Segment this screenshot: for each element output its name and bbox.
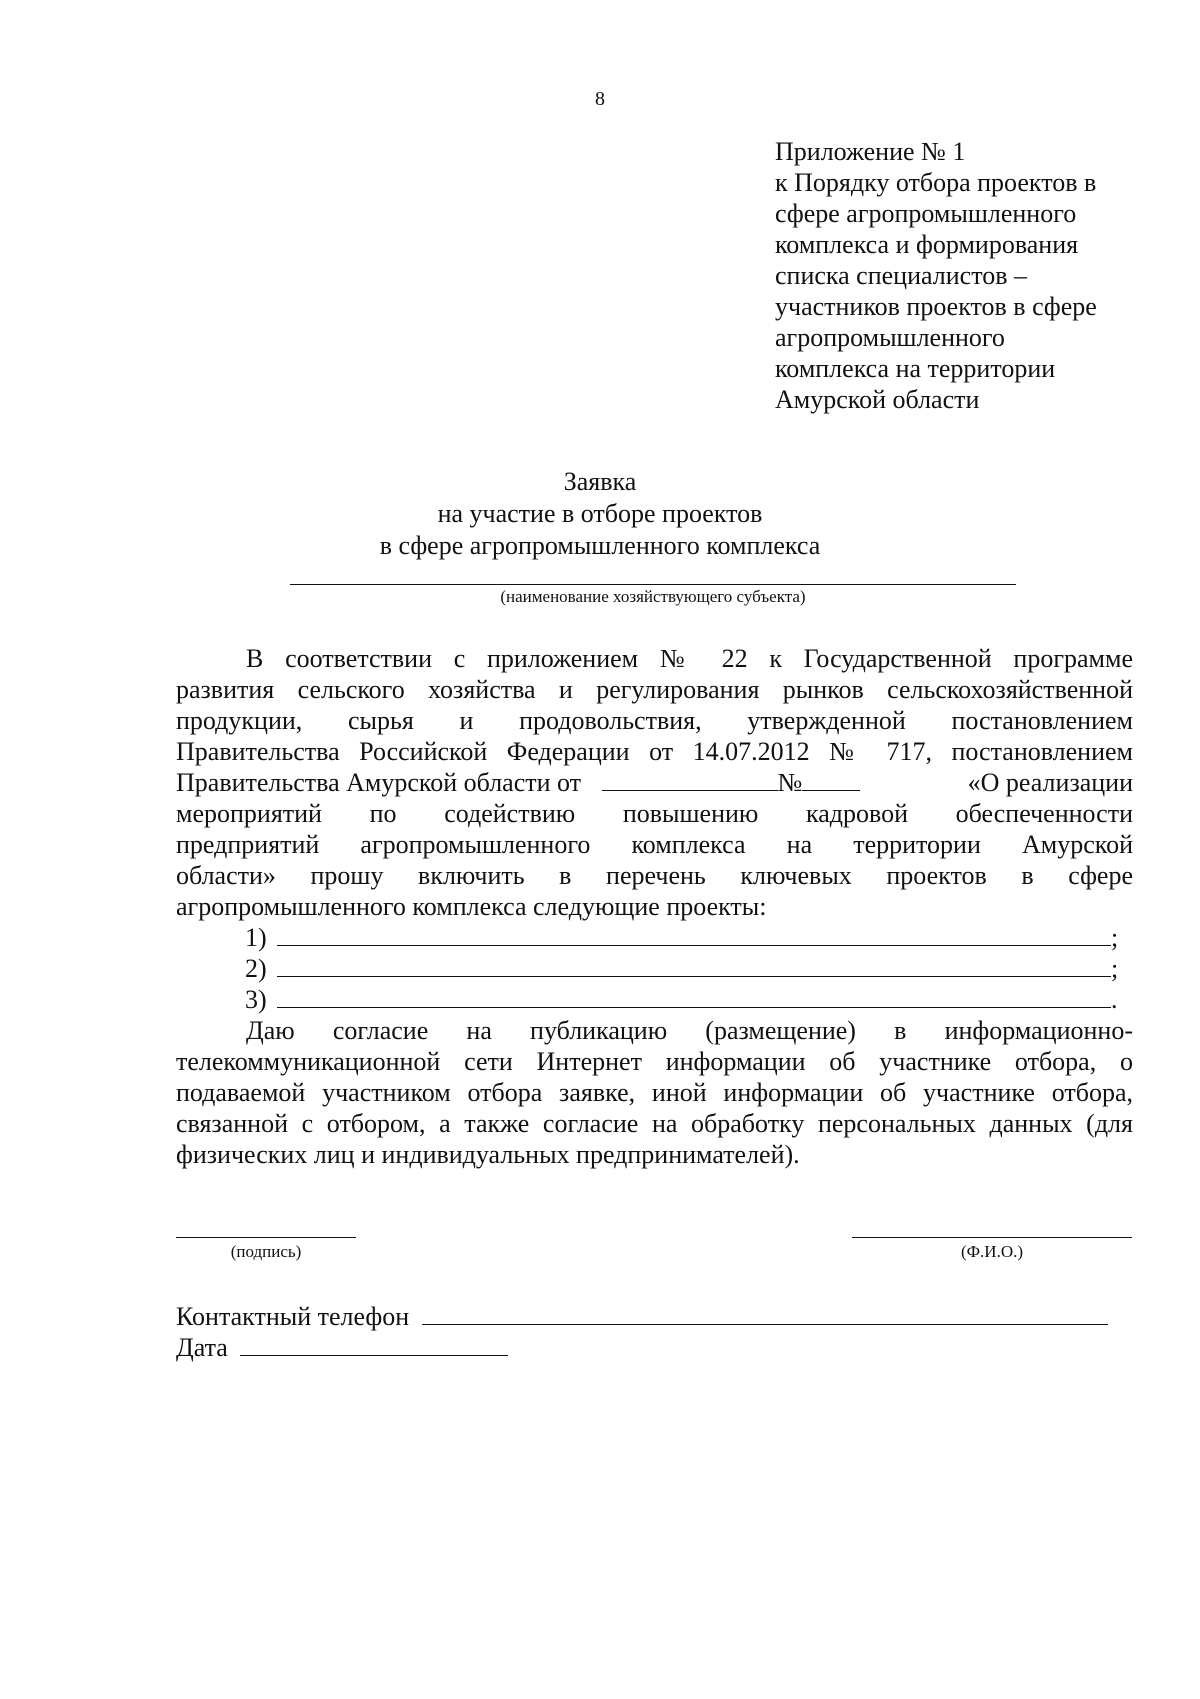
number-sign: №: [777, 768, 803, 797]
paragraph-1-line: [176, 767, 1133, 798]
appendix-line: Приложение № 1: [775, 137, 966, 166]
project-item: 1) ;: [245, 923, 1119, 952]
appendix-line: комплекса на территории: [775, 354, 1056, 383]
paragraph-2-line: Даю согласие на публикацию (размещение) в информационно-: [246, 1016, 1133, 1045]
paragraph-1-text: Правительства Амурской области от: [176, 768, 582, 797]
phone-field[interactable]: [422, 1302, 1108, 1325]
paragraph-2-line: физических лиц и индивидуальных предпринимателей).: [176, 1140, 800, 1169]
appendix-header: [775, 136, 1175, 415]
paragraph-2-line: подаваемой участником отбора заявке, иной информации об участнике отбора,: [176, 1078, 1133, 1107]
appendix-line: агропромышленного: [775, 323, 1005, 352]
project-item: 2) ;: [245, 954, 1119, 983]
appendix-line: к Порядку отбора проектов в: [775, 168, 1097, 197]
date-row: [176, 1332, 508, 1363]
paragraph-1-line: продукции, сырья и продовольствия, утвержденной постановлением: [176, 706, 1133, 735]
paragraph-1-line: Правительства Российской Федерации от 14.07.2012 № 717, постановлением: [176, 737, 1133, 766]
full-name-caption: (Ф.И.О.): [960, 1242, 1024, 1261]
appendix-line: комплекса и формирования: [775, 230, 1079, 259]
date-field[interactable]: [240, 1333, 508, 1356]
paragraph-2-line: связанной с отбором, а также согласие на обработку персональных данных (для: [176, 1109, 1133, 1138]
document-title: [0, 466, 1200, 562]
project-field[interactable]: [277, 954, 1111, 977]
paragraph-2-line: телекоммуникационной сети Интернет информации об участнике отбора, о: [176, 1047, 1133, 1076]
paragraph-1-line: области» прошу включить в перечень ключевых проектов в сфере: [176, 861, 1133, 890]
signature-caption: (подпись): [230, 1242, 302, 1261]
paragraph-1-line: мероприятий по содействию повышению кадровой обеспеченности: [176, 799, 1133, 828]
project-field[interactable]: [277, 985, 1111, 1008]
full-name-field[interactable]: [852, 1237, 1132, 1238]
signature-field[interactable]: [176, 1237, 356, 1238]
paragraph-1-text: «О реализации: [967, 768, 1133, 797]
entity-name-field[interactable]: [290, 584, 1016, 585]
paragraph-1-line: развития сельского хозяйства и регулирования рынков сельскохозяйственной: [176, 675, 1133, 704]
appendix-line: списка специалистов –: [775, 261, 1028, 290]
paragraph-1-line: предприятий агропромышленного комплекса на территории Амурской: [176, 830, 1133, 859]
project-field[interactable]: [277, 923, 1111, 946]
entity-name-caption: (наименование хозяйствующего субъекта): [500, 587, 806, 606]
project-item: 3) .: [245, 985, 1118, 1014]
title-line: в сфере агропромышленного комплекса: [379, 531, 821, 560]
title-line: Заявка: [563, 467, 637, 496]
decree-date-field[interactable]: [602, 768, 778, 791]
title-line: на участие в отборе проектов: [437, 499, 763, 528]
decree-number-field[interactable]: [802, 768, 860, 791]
appendix-line: участников проектов в сфере: [775, 292, 1097, 321]
paragraph-1-line: агропромышленного комплекса следующие проекты:: [176, 892, 767, 921]
appendix-line: сфере агропромышленного: [775, 199, 1077, 228]
contact-phone-row: [176, 1301, 1108, 1332]
date-label: Дата: [176, 1333, 228, 1362]
page-number: 8: [595, 88, 605, 110]
paragraph-1-line: В соответствии с приложением № 22 к Государственной программе: [246, 644, 1133, 673]
appendix-line: Амурской области: [775, 385, 980, 414]
phone-label: Контактный телефон: [176, 1302, 410, 1331]
